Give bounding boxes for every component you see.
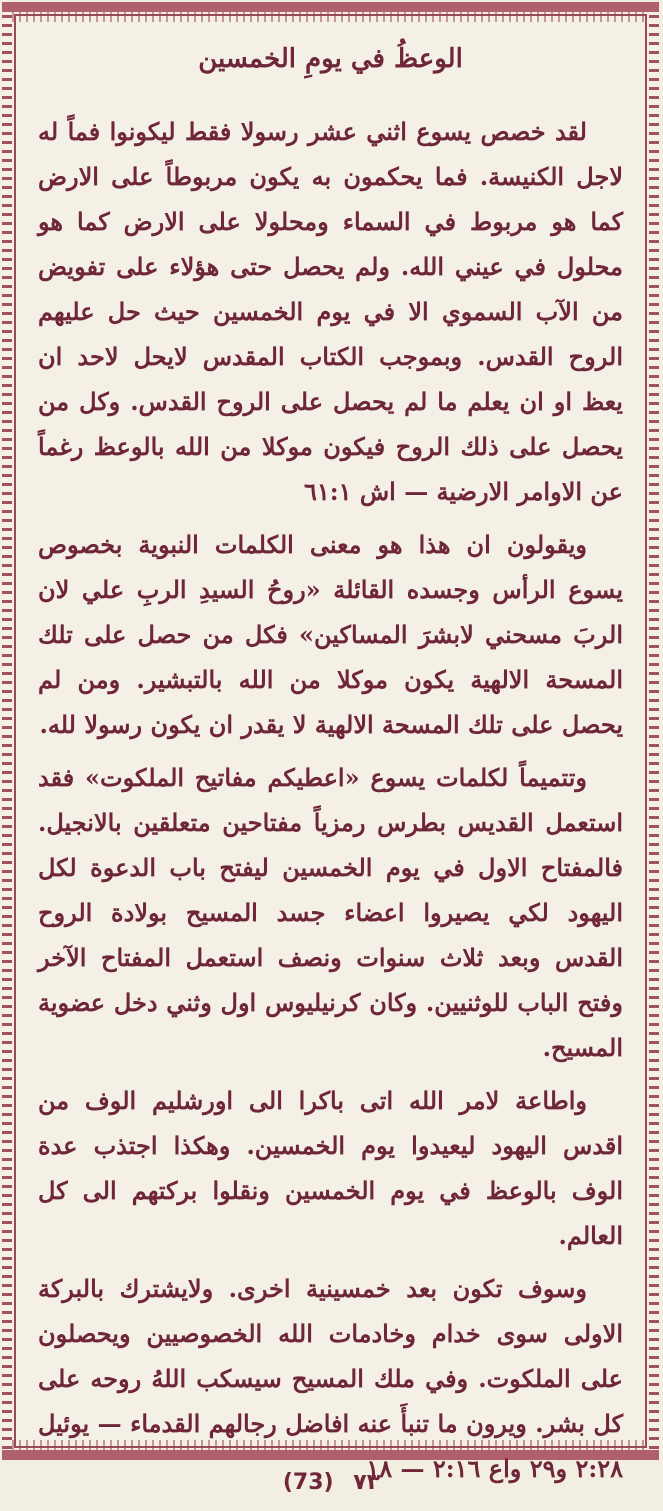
page-number-latin: (73) [282, 1470, 334, 1495]
paragraph-2: ويقولون ان هذا هو معنى الكلمات النبوية بخصوص يسوع الرأس وجسده القائلة «روحُ السيدِ الربِ علي لان الربَ مسحني لابشرَ المساكين» فكل من حصل على تلك المسحة الالهية يكون موكلا من الله بالتبشير. ومن لم يحصل على تلك المسحة الالهية لا يقدر ان يكون رسولا لله. [38, 530, 623, 740]
paragraph-1: لقد خصص يسوع اثني عشر رسولا فقط ليكونوا فماً له لاجل الكنيسة. فما يحكمون به يكون مربوطاً على الارض كما هو مربوط في السماء ومحلولا على الارض كما هو محلول في عيني الله. ولم يحصل حتى هؤلاء على تفويض من الآب السموي الا في يوم الخمسين حيث حل عليهم الروح القدس. وبموجب الكتاب المقدس لايحل لاحد ان يعظ او ان يعلم ما لم يحصل على الروح القدس. وكل من يحصل على ذلك الروح فيكون موكلا من الله بالوعظ رغماً عن الاوامر الارضية — اش ٦١:١ [38, 117, 623, 507]
paragraph-5: وسوف تكون بعد خمسينية اخرى. ولايشترك بالبركة الاولى سوى خدام وخادمات الله الخصوصيين ويحصلون على الملكوت. وفي ملك المسيح سيسكب اللهُ روحه على كل بشر. ويرون ما تنبأَ عنه افاضل رجالهم القدماء — يوئيل ٢:٢٨ و٢٩ واع ٢:١٦ — ١٨ [38, 1274, 623, 1484]
page-content [38, 36, 623, 1499]
page-title: الوعظُ في يومِ الخمسين [198, 44, 463, 74]
border-right-pattern [649, 12, 659, 1450]
page-number [0, 1470, 663, 1495]
page-number-arabic: ٧٣ [353, 1470, 381, 1495]
border-left-pattern [2, 12, 12, 1450]
paragraph-4: واطاعة لامر الله اتى باكرا الى اورشليم الوف من اقدس اليهود ليعيدوا يوم الخمسين. وهكذا اجتذب عدة الوف بالوعظ في يوم الخمسين ونقلوا بركتهم الى كل العالم. [38, 1086, 623, 1251]
paragraph-3: وتتميماً لكلمات يسوع «اعطيكم مفاتيح الملكوت» فقد استعمل القديس بطرس رمزياً مفتاحين متعلقين بالانجيل. فالمفتاح الاول في يوم الخمسين ليفتح باب الدعوة لكل اليهود لكي يصيروا اعضاء جسد المسيح بولادة الروح القدس وبعد ثلاث سنوات ونصف استعمل المفتاح الآخر وفتح الباب للوثنيين. وكان كرنيليوس اول وثني دخل عضوية المسيح. [38, 763, 623, 1063]
